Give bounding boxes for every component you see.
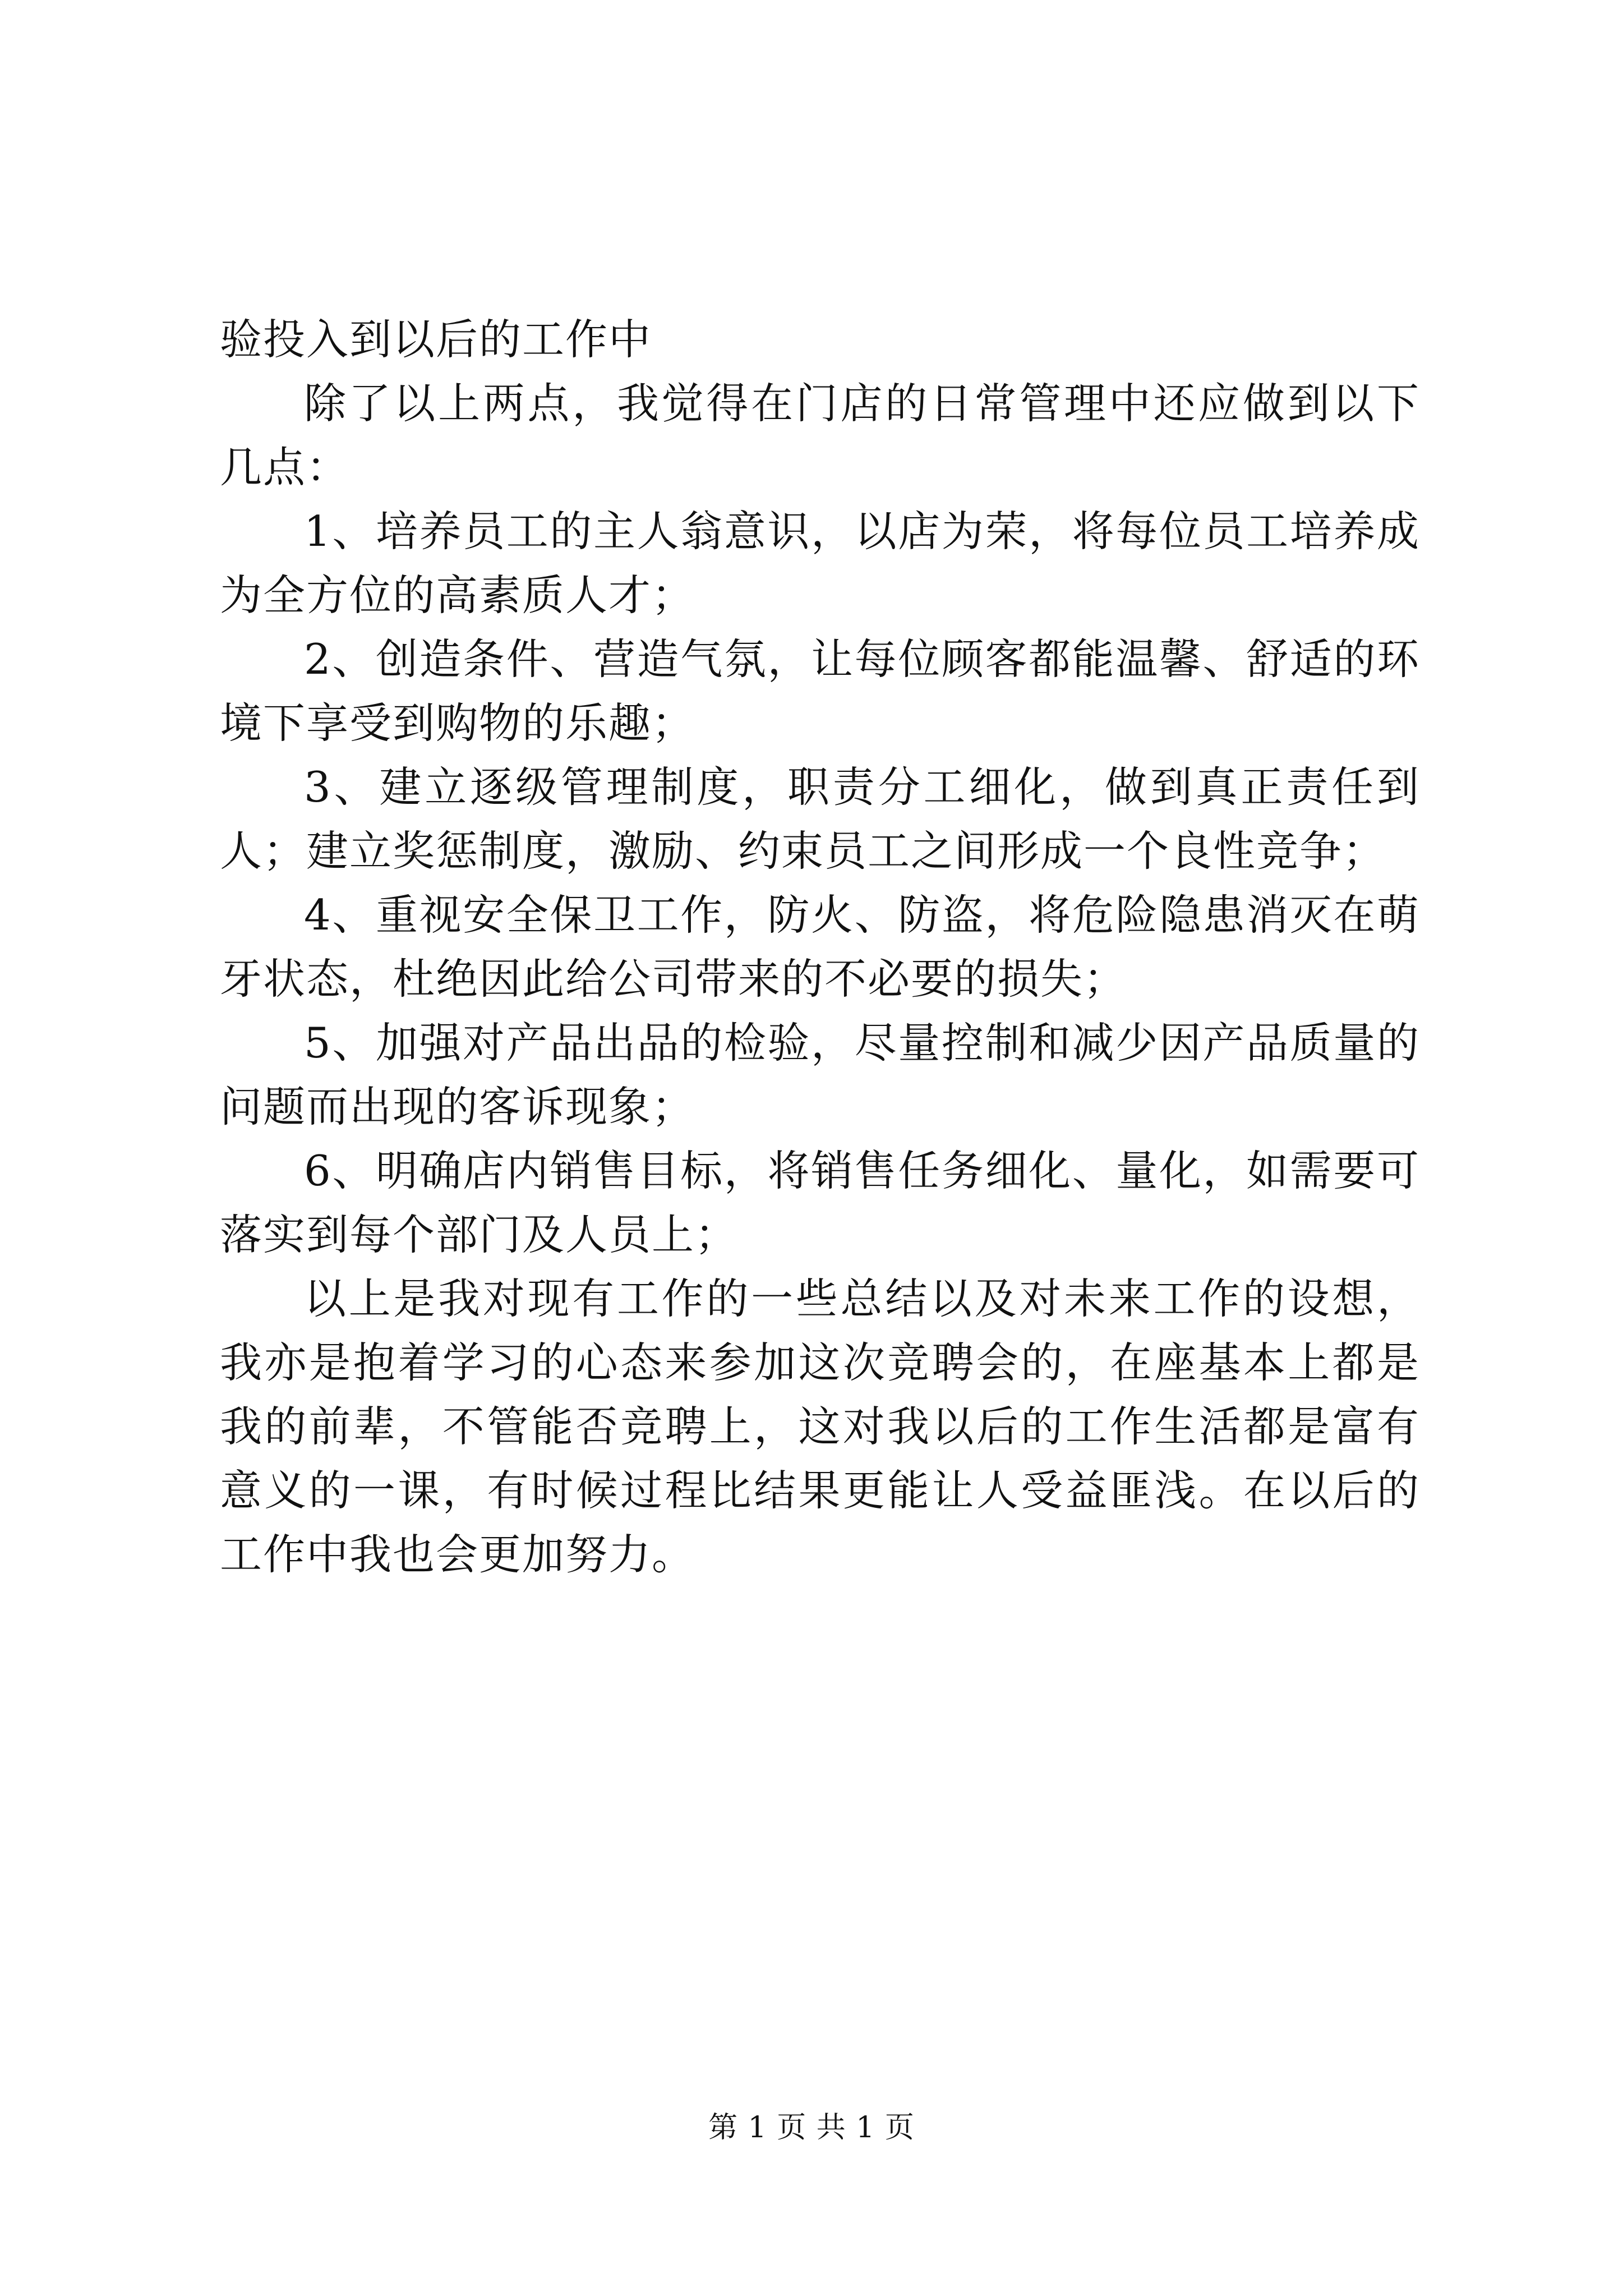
paragraph-intro: 除了以上两点，我觉得在门店的日常管理中还应做到以下几点： xyxy=(220,379,1420,492)
list-item-3: 3、建立逐级管理制度，职责分工细化，做到真正责任到人；建立奖惩制度，激励、约束员工之间形成一个良性竞争； xyxy=(220,762,1420,876)
list-item-6: 6、明确店内销售目标，将销售任务细化、量化，如需要可落实到每个部门及人员上； xyxy=(220,1146,1420,1259)
list-item-4: 4、重视安全保卫工作，防火、防盗，将危险隐患消灭在萌牙状态，杜绝因此给公司带来的不必要的损失； xyxy=(220,890,1420,1004)
list-item-5: 5、加强对产品出品的检验，尽量控制和减少因产品质量的问题而出现的客诉现象； xyxy=(220,1018,1420,1131)
page-footer: 第 1 页 共 1 页 xyxy=(708,2111,915,2145)
paragraph-continuation: 验投入到以后的工作中 xyxy=(220,315,652,364)
list-item-2: 2、创造条件、营造气氛，让每位顾客都能温馨、舒适的环境下享受到购物的乐趣； xyxy=(220,634,1420,748)
list-item-1: 1、培养员工的主人翁意识，以店为荣，将每位员工培养成为全方位的高素质人才； xyxy=(220,507,1420,620)
paragraph-conclusion: 以上是我对现有工作的一些总结以及对未来工作的设想，我亦是抱着学习的心态来参加这次竞聘会的，在座基本上都是我的前辈，不管能否竞聘上，这对我以后的工作生活都是富有意义的一课，有时候过程比结果更能让人受益匪浅。在以后的工作中我也会更加努力。 xyxy=(220,1274,1420,1579)
document-body xyxy=(220,307,1420,1586)
